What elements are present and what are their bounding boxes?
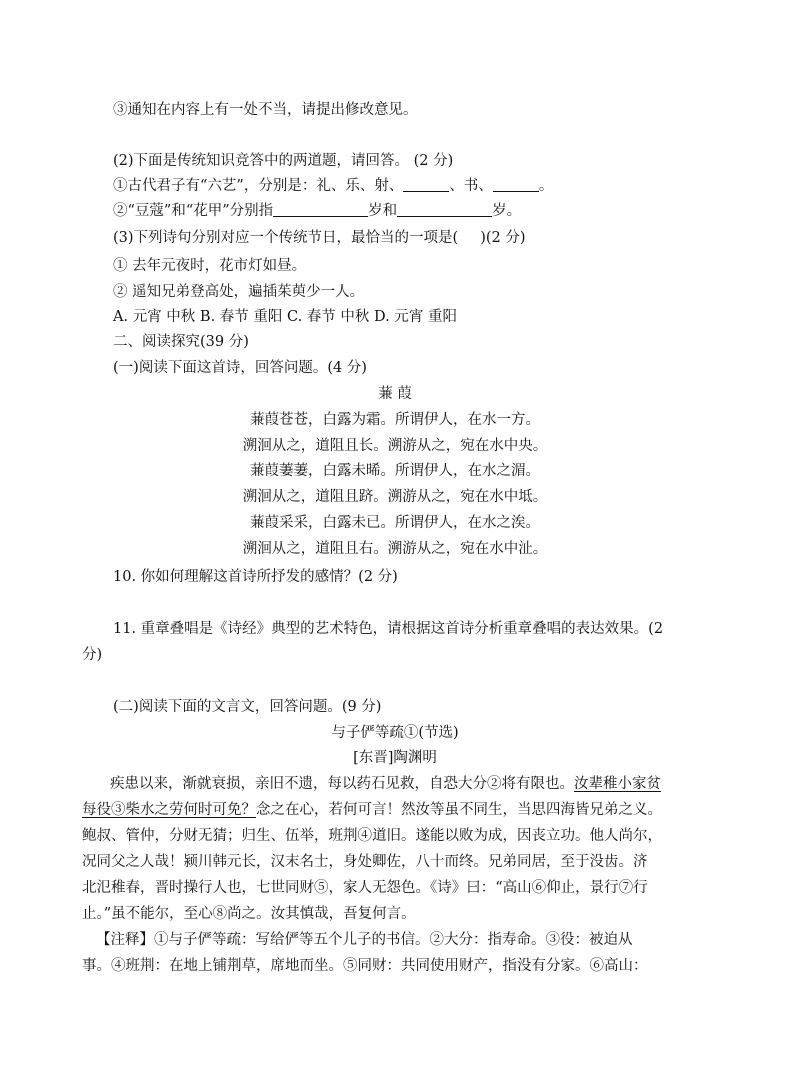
age-term-text-b: 岁和 [368, 203, 398, 219]
poem-line: 蒹葭萋萋，白露未晞。所谓伊人，在水之湄。 [250, 463, 540, 479]
underlined-sentence: 汝辈稚小家贫 [574, 776, 661, 792]
prose-author: [东晋]陶渊明 [353, 750, 437, 766]
prose-line [110, 774, 661, 794]
prose-line [82, 800, 662, 820]
festival-verse-1: ① 去年元夜时，花市灯如昼。 [113, 258, 307, 274]
answer-blank-2[interactable] [493, 176, 539, 192]
six-arts-question [113, 176, 553, 196]
section3-intro [113, 228, 526, 248]
poem-line: 溯洄从之，道阻且长。溯游从之，宛在水中央。 [242, 438, 548, 454]
section3-intro-a: (3)下列诗句分别对应一个传统节日，最恰当的一项是( [113, 230, 459, 246]
prose-title: 与子俨等疏①(节选) [331, 725, 459, 741]
age-term-question [113, 201, 521, 221]
section2-intro: (2)下面是传统知识竞答中的两道题，请回答。 (2 分) [113, 153, 454, 169]
festival-verse-2: ② 遥知兄弟登高处，遍插茱萸少一人。 [113, 284, 365, 300]
age-term-text-c: 岁。 [492, 203, 522, 219]
poem-line: 溯洄从之，道阻且跻。溯游从之，宛在水中坻。 [242, 489, 548, 505]
age-term-text-a: ②“豆蔻”和“花甲”分别指 [113, 203, 274, 219]
prose-text: 念之在心，若何可言！然汝等虽不同生，当思四海皆兄弟之义。 [256, 802, 662, 818]
poem-title: 蒹 葭 [378, 386, 412, 402]
prose-text: 疾患以来，渐就衰损，亲旧不遗，每以药石见救，自恐大分②将有限也。 [110, 776, 574, 792]
question-11-cont: 分) [82, 647, 103, 663]
answer-blank-4[interactable] [397, 201, 492, 217]
prose-line: 北氾稚春，晋时操行人也，七世同财⑤，家人无怨色。《诗》曰：“高山⑥仰止，景行⑦行 [82, 880, 648, 896]
six-arts-text-c: 。 [538, 178, 554, 194]
poem-line: 蒹葭采采，白露未已。所谓伊人，在水之涘。 [250, 515, 540, 531]
six-arts-text-a: ①古代君子有“六艺”，分别是：礼、乐、射、 [113, 178, 404, 194]
poem-line: 蒹葭苍苍，白露为霜。所谓伊人，在水一方。 [250, 412, 540, 428]
prose-line: 鲍叔、管仲，分财无猜；归生、伍举，班荆④道旧。遂能以败为成，因丧立功。他人尚尔， [82, 828, 662, 844]
answer-blank-1[interactable] [403, 176, 449, 192]
underlined-sentence: 每役③柴水之劳何时可免？ [82, 802, 256, 818]
section3-intro-b: )(2 分) [480, 230, 526, 246]
question-11: 11. 重章叠唱是《诗经》典型的艺术特色，请根据这首诗分析重章叠唱的表达效果。(2 [113, 621, 664, 637]
prose-line: 止。”虽不能尔，至心⑧尚之。汝其慎哉，吾复何言。 [82, 906, 416, 922]
poem-intro: (一)阅读下面这首诗，回答问题。(4 分) [113, 360, 367, 376]
annotation-line: 【注释】①与子俨等疏：写给俨等五个儿子的书信。②大分：指寿命。③役：被迫从 [96, 932, 633, 948]
question-10: 10. 你如何理解这首诗所抒发的感情？(2 分) [113, 569, 398, 585]
six-arts-text-b: 、书、 [449, 178, 493, 194]
festival-options: A. 元宵 中秋 B. 春节 重阳 C. 春节 中秋 D. 元宵 重阳 [113, 309, 457, 325]
prose-line: 况同父之人哉！颍川韩元长，汉末名士，身处卿佐，八十而终。兄弟同居，至于没齿。济 [82, 854, 648, 870]
annotation-line: 事。④班荆：在地上铺荆草，席地而坐。⑤同财：共同使用财产，指没有分家。⑥高山： [82, 958, 648, 974]
part2-heading: 二、阅读探究(39 分) [113, 334, 249, 350]
prose-intro: (二)阅读下面的文言文，回答问题。(9 分) [113, 699, 382, 715]
q3-instruction: ③通知在内容上有一处不当，请提出修改意见。 [113, 102, 418, 118]
answer-blank-3[interactable] [273, 201, 368, 217]
poem-line: 溯洄从之，道阻且右。溯游从之，宛在水中沚。 [242, 541, 548, 557]
